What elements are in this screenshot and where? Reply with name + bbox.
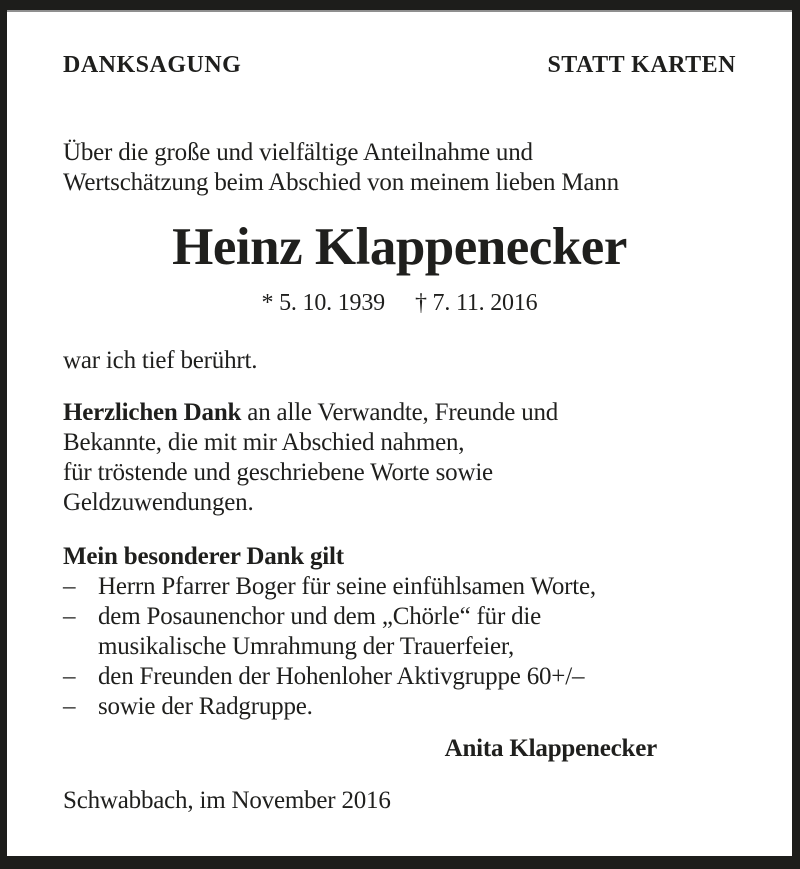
- list-item-text: [98, 662, 584, 692]
- list-item-text: [98, 602, 541, 662]
- life-dates: [63, 288, 736, 318]
- obituary-sheet: [7, 10, 792, 856]
- thanks-bold-lead: Herzlichen Dank: [63, 399, 242, 426]
- list-item-text: [98, 572, 596, 602]
- list-item: [63, 662, 736, 692]
- text-line: Bekannte, die mit mir Abschied nahmen,: [63, 429, 465, 456]
- text-line: sowie der Radgruppe.: [98, 693, 313, 720]
- text-line: den Freunden der Hohenloher Aktivgruppe 60+/–: [98, 663, 585, 690]
- text-line: Über die große und vielfältige Anteilnahme und: [63, 139, 533, 166]
- text-line: Wertschätzung beim Abschied von meinem lieben Mann: [63, 169, 619, 196]
- header-right-label: STATT KARTEN: [547, 52, 736, 78]
- place-date: Schwabbach, im November 2016: [63, 787, 391, 814]
- text-line: Herrn Pfarrer Boger für seine einfühlsamen Worte,: [98, 573, 596, 600]
- death-date: † 7. 11. 2016: [414, 290, 538, 316]
- text-line: für tröstende und geschriebene Worte sowie: [63, 459, 493, 486]
- touched-line: war ich tief berührt.: [63, 347, 258, 374]
- list-dash: –: [63, 693, 76, 720]
- list-dash: –: [63, 603, 76, 630]
- list-dash: –: [63, 663, 76, 690]
- birth-date: * 5. 10. 1939: [261, 290, 385, 316]
- signature: Anita Klappenecker: [444, 735, 657, 762]
- special-thanks-heading: Mein besonderer Dank gilt: [63, 543, 344, 570]
- list-dash: –: [63, 573, 76, 600]
- text-line: musikalische Umrahmung der Trauerfeier,: [98, 633, 515, 660]
- thanks-first-line-rest: an alle Verwandte, Freunde und: [241, 399, 559, 426]
- list-item: [63, 572, 736, 602]
- header-row: [63, 52, 736, 78]
- deceased-name: Heinz Klappenecker: [172, 218, 627, 276]
- text-line: Geldzuwendungen.: [63, 489, 254, 516]
- list-item-text: [98, 692, 313, 722]
- thanks-first-line: [63, 398, 736, 428]
- special-thanks-section: [63, 542, 736, 722]
- text-line: dem Posaunenchor und dem „Chörle“ für die: [98, 603, 542, 630]
- list-item: [63, 692, 736, 722]
- intro-paragraph: [63, 138, 736, 198]
- thanks-paragraph: [63, 398, 736, 518]
- list-item: [63, 602, 736, 662]
- thanks-continuation: [63, 428, 736, 518]
- header-left-label: DANKSAGUNG: [63, 52, 242, 78]
